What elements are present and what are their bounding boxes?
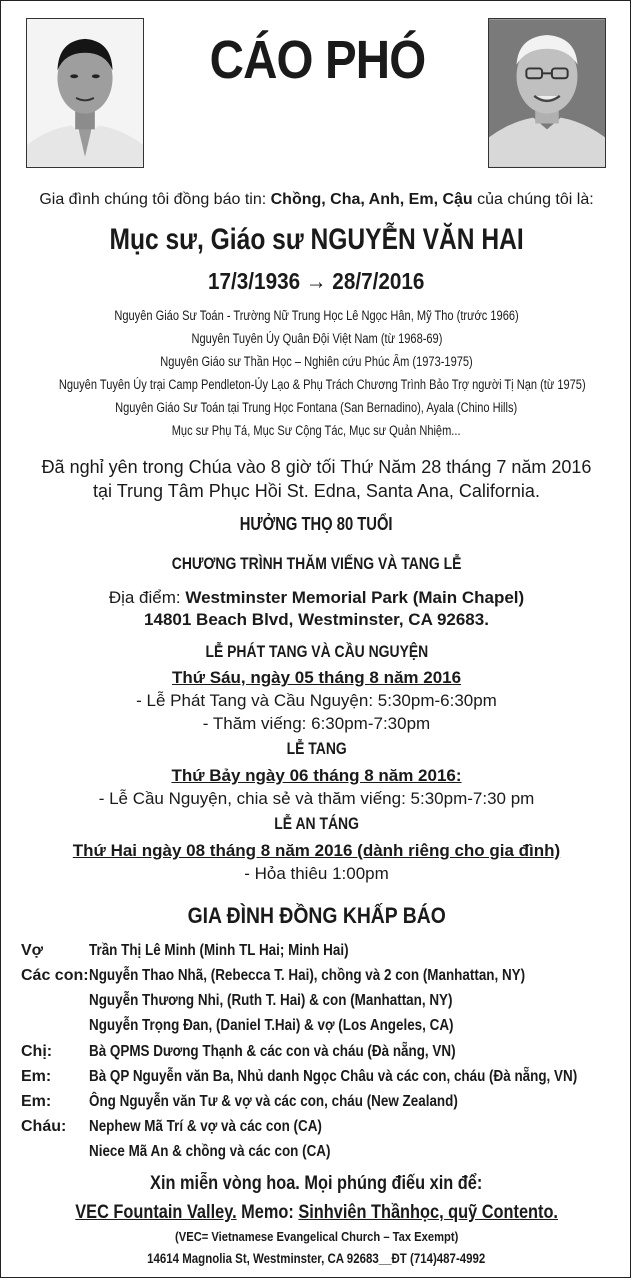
donation-line (1, 1202, 631, 1224)
family-member: Trần Thị Lê Minh (Minh TL Hai; Minh Hai) (89, 942, 349, 959)
tax-note: (VEC= Vietnamese Evangelical Church – Tax Exempt) (174, 1229, 459, 1244)
location-address: 14801 Beach Blvd, Westminster, CA 92683. (144, 610, 489, 629)
family-relation: Các con: (21, 967, 89, 984)
bio-line: Mục sư Phụ Tá, Mục Sư Cộng Tác, Mục sư Quản Nhiệm... (172, 423, 461, 438)
contact-address: 14614 Magnolia St, Westminster, CA 92683__ĐT (714)487-4992 (147, 1250, 486, 1266)
family-member: Nguyễn Trọng Đan, (Daniel T.Hai) & vợ (Los Angeles, CA) (89, 1017, 454, 1034)
event-date: Thứ Sáu, ngày 05 tháng 8 năm 2016 (171, 668, 462, 687)
event-detail: - Thăm viếng: 6:30pm-7:30pm (202, 714, 431, 733)
young-portrait-photo (26, 18, 144, 168)
location-name: Westminster Memorial Park (Main Chapel) (185, 588, 525, 607)
passing-line: tại Trung Tâm Phục Hồi St. Edna, Santa Ana, California. (93, 481, 540, 501)
intro-relations: Chồng, Cha, Anh, Em, Cậu (270, 191, 473, 208)
bio-line: Nguyên Giáo Sư Toán tại Trung Học Fontana (San Bernadino), Ayala (Chino Hills) (115, 400, 518, 415)
deceased-name: Mục sư, Giáo sư NGUYỄN VĂN HAI (109, 223, 524, 256)
family-member: Ông Nguyễn văn Tư & vợ và các con, cháu (New Zealand) (89, 1093, 458, 1110)
family-heading: GIA ĐÌNH ĐỒNG KHẤP BÁO (187, 903, 446, 928)
family-member: Bà QPMS Dương Thạnh & các con và cháu (Đà nẵng, VN) (89, 1043, 456, 1060)
life-dates-row (1, 268, 631, 295)
event-heading: LỄ PHÁT TANG VÀ CẦU NGUYỆN (205, 642, 428, 661)
family-member: Nguyễn Thương Nhi, (Ruth T. Hai) & con (Manhattan, NY) (89, 992, 453, 1009)
program-heading: CHƯƠNG TRÌNH THĂM VIẾNG VÀ TANG LỄ (171, 554, 462, 573)
bio-line: Nguyên Giáo Sư Toán - Trường Nữ Trung Học Lê Ngọc Hân, Mỹ Tho (trước 1966) (114, 308, 519, 323)
memo-value: Sinhviên Thầnhọc, quỹ Contento. (298, 1202, 558, 1223)
event-heading: LỄ AN TÁNG (274, 814, 359, 833)
life-dates: 17/3/1936 → 28/7/2016 (208, 268, 425, 294)
donation-recipient: VEC Fountain Valley. (75, 1202, 237, 1223)
family-relation: Em: (21, 1068, 52, 1085)
memo-label: Memo: (236, 1202, 299, 1223)
bio-line: Nguyên Tuyên Úy Quân Đội Việt Nam (từ 1968-69) (191, 331, 442, 346)
deceased-name-row (1, 223, 631, 257)
family-relation: Vợ (21, 942, 44, 959)
family-member: Nguyễn Thao Nhã, (Rebecca T. Hai), chồng và 2 con (Manhattan, NY) (89, 967, 526, 984)
family-member: Bà QP Nguyễn văn Ba, Nhủ danh Ngọc Châu và các con, cháu (Đà nẵng, VN) (89, 1068, 578, 1085)
elderly-portrait-photo (488, 18, 606, 168)
passing-line: Đã nghỉ yên trong Chúa vào 8 giờ tối Thứ Năm 28 tháng 7 năm 2016 (41, 457, 592, 477)
event-detail: - Lễ Phát Tang và Cầu Nguyện: 5:30pm-6:30pm (136, 691, 497, 710)
family-relation: Em: (21, 1093, 52, 1110)
event-heading: LỄ TANG (286, 739, 347, 758)
family-member: Nephew Mã Trí & vợ và các con (CA) (89, 1118, 322, 1135)
event-detail: - Lễ Cầu Nguyện, chia sẻ và thăm viếng: 5:30pm-7:30 pm (98, 789, 535, 808)
bio-line: Nguyên Giáo sư Thần Học – Nghiên cứu Phúc Âm (1973-1975) (160, 354, 473, 369)
portrait-elderly-man-icon (489, 19, 605, 167)
bio-line: Nguyên Tuyên Úy trại Camp Pendleton-Ủy Lạo & Phụ Trách Chương Trình Bảo Trợ người Tị Nạn (từ 1975) (58, 377, 586, 392)
portrait-young-man-icon (27, 19, 143, 167)
location-label: Địa điểm: (108, 588, 186, 607)
location-line (1, 588, 631, 608)
intro-suffix: của chúng tôi là: (472, 191, 594, 208)
intro-line (1, 191, 631, 209)
event-date: Thứ Bảy ngày 06 tháng 8 năm 2016: (171, 766, 462, 785)
intro-prefix: Gia đình chúng tôi đồng báo tin: (39, 191, 271, 208)
family-member: Niece Mã An & chồng và các con (CA) (89, 1143, 331, 1160)
event-date: Thứ Hai ngày 08 tháng 8 năm 2016 (dành riêng cho gia đình) (72, 841, 561, 860)
family-relation: Cháu: (21, 1118, 67, 1135)
event-detail: - Hỏa thiêu 1:00pm (244, 864, 389, 883)
no-flowers-line: Xin miễn vòng hoa. Mọi phúng điếu xin để: (150, 1173, 483, 1194)
age-heading: HƯỞNG THỌ 80 TUỔI (240, 514, 393, 534)
family-relation: Chị: (21, 1043, 53, 1060)
page-title: CÁO PHÓ (209, 30, 426, 90)
